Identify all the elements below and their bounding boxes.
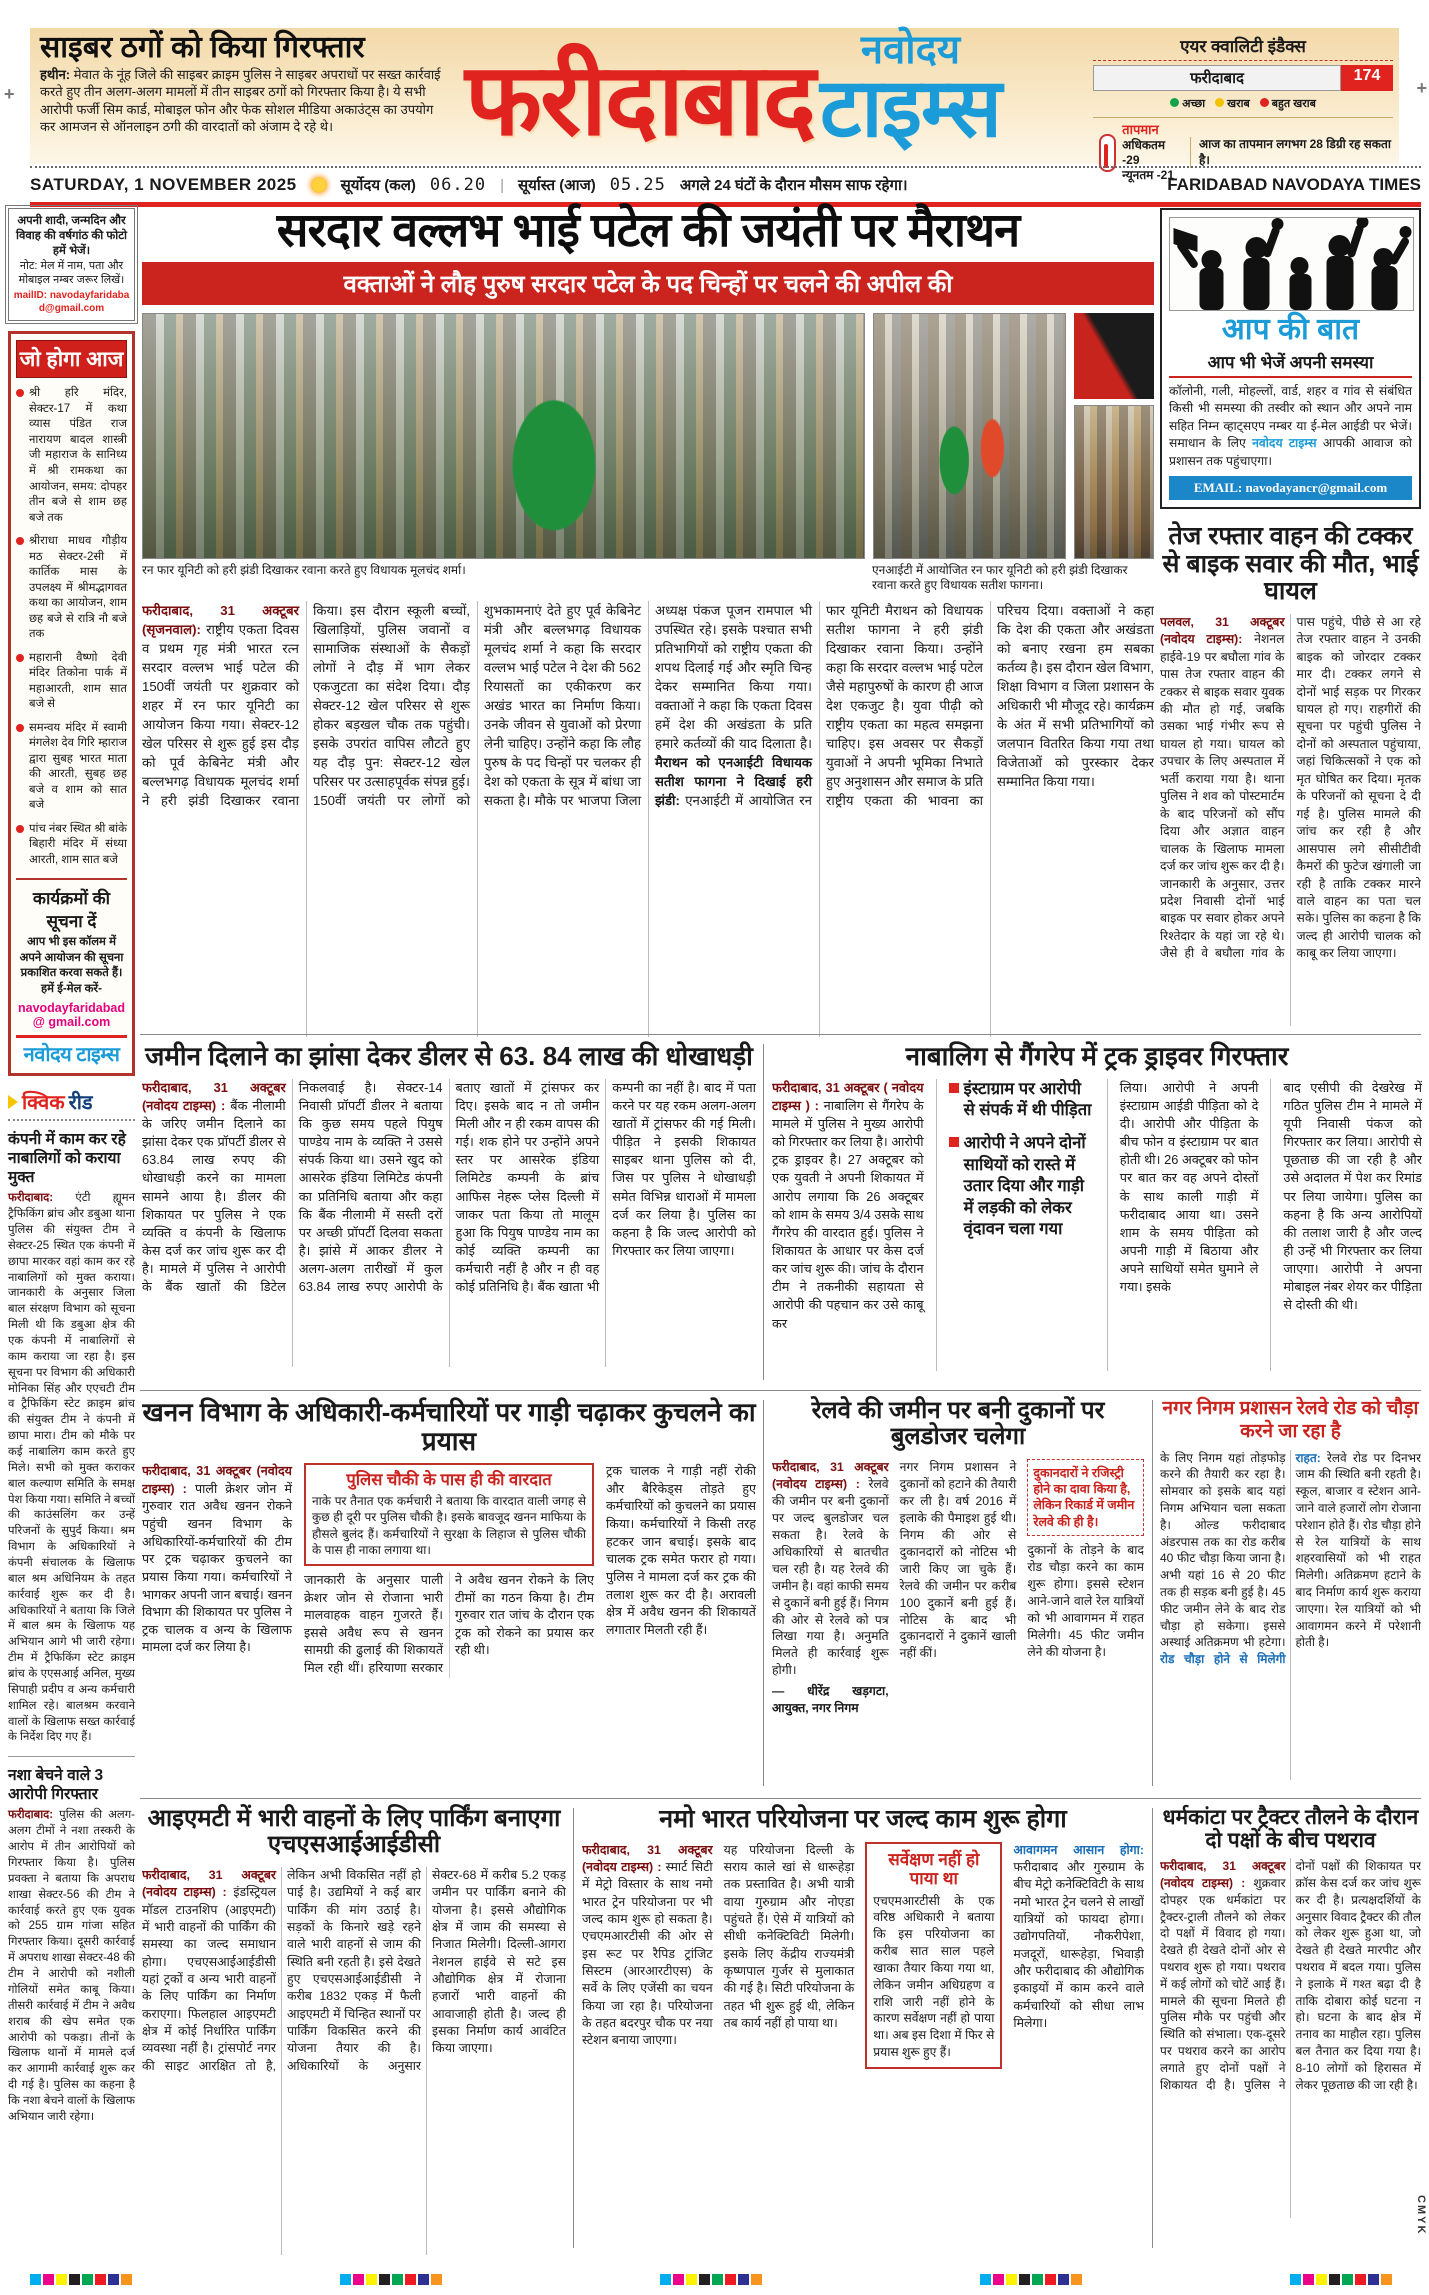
forecast-text: अगले 24 घंटों के दौरान मौसम साफ रहेगा। (679, 177, 908, 194)
aapki-baat-subtitle: आप भी भेजें अपनी समस्या (1169, 350, 1412, 378)
aqi-legend-very-bad: बहुत खराब (1260, 96, 1316, 111)
article-bike-accident (1160, 523, 1421, 1026)
aqi-legend-good: अच्छा (1170, 96, 1205, 111)
gangrape-col4: बाद एसीपी की देखरेख में गठित पुलिस टीम ने मामले में यूपी निवासी पंकज को गिरफ्तार कर लिया। आरोपी से पूछताछ की जा रही है और उसे अदालत में पेश कर रिमांड पर लिया जायेगा। पुलिस का कहना है कि अन्य आरोपियों की तलाश जारी है और जल्द ही उन्हें भी गिरफ्तार कर लिया जाएगा। आरोपी ने अपना मोबाइल नंबर शेयर कर पीड़िता से दोस्ती की थी। (1270, 1079, 1422, 1371)
quick-read-header: क्विक रीड (8, 1088, 135, 1121)
quote-attribution: — धीरेंद्र खड़गटा, आयुक्त, नगर निगम (772, 1684, 889, 1716)
event-item: श्रीराधा माधव गौड़ीय मठ सेक्टर-2सी में कार्तिक मास के उपलक्ष्य में श्रीमद्भागवत कथा का आयोजन, शाम छह बजे से रात्रि नौ बजे तक (16, 534, 127, 643)
divider (763, 1400, 764, 1786)
sunrise-label: सूर्योदय (कल) (340, 177, 416, 194)
temp-min: न्यूनतम -21 (1122, 168, 1175, 183)
photo-invite-line1: अपनी शादी, जन्मदिन और विवाह की वर्षगांठ की फोटो हमें भेजें। (15, 215, 128, 257)
masthead-band (30, 28, 1399, 183)
article-imt-parking (142, 1806, 566, 2255)
edition-name: FARIDABAD NAVODAYA TIMES (1167, 175, 1421, 194)
masthead-city: फरीदाबाद (465, 43, 814, 156)
lead-headline: सरदार वल्लभ भाई पटेल की जयंती पर मैराथन (276, 203, 1020, 256)
mining-middle (304, 1463, 594, 1763)
crop-mark-right: + (1416, 78, 1427, 98)
railway-col3: दुकानदारों ने रजिस्ट्री होने का दावा किया है, लेकिन रिकार्ड में जमीन रेलवे की ही है। दुकानों के तोड़ने के बाद रोड चौड़ा करने का काम शुरू होगा। इससे स्टेशन आने-जाने वाले रेल यात्रियों को भी आवागमन में राहत मिलेगी। 45 फीट जमीन लेने की योजना है। (1027, 1459, 1144, 1759)
sidebar-brand-logo: नवोदय टाइम्स (16, 1035, 127, 1067)
photo-invite-box (8, 208, 135, 321)
gangrape-col3: लिया। आरोपी ने अपनी इंस्टाग्राम आईडी पीड़िता को दे दी। आरोपी और पीड़िता के बीच फोन व इंस्टाग्राम पर बात होती थी। 26 अक्टूबर को फोन पर बात कर वह अपने दोस्तों के साथ काली गाड़ी में फरीदाबाद आया था। उसने शाम के समय पीड़िता को अपनी गाड़ी में बिठाया और अपने साथियों समेत घुमाने ले गया। इसके (1107, 1079, 1259, 1371)
color-registration-bar (340, 2274, 442, 2285)
divider (8, 1756, 135, 1757)
mining-box-title: पुलिस चौकी के पास ही की वारदात (346, 1471, 552, 1490)
photo-invite-mail: mailID: navodayfaridabad@gmail.com (13, 290, 130, 315)
photo-invite-line2: नोट: मेल में नाम, पता और मोबाइल नम्बर जरूर लिखें। (18, 259, 125, 287)
aapki-baat-box (1160, 208, 1421, 509)
namo-crosshead: आवागमन आसान होगा: (1013, 1842, 1144, 1857)
bike-headline: तेज रफ्तार वाहन की टक्कर से बाइक सवार की मौत, भाई घायल (1162, 522, 1419, 606)
article-gangrape-arrest (772, 1042, 1422, 1371)
dharamkanta-headline: धर्मकांटा पर ट्रैक्टर तौलने के दौरान दो पक्षों के बीच पथराव (1162, 1806, 1419, 1853)
red-dot-icon (1260, 98, 1269, 107)
bike-body: पलवल, 31 अक्टूबर (नवोदय टाइम्स): नेशनल हाईवे-19 पर बघौला गांव के पास तेज रफ्तार वाहन की टक्कर से बाइक सवार युवक की मौत हो गई, जबकि उसका भाई गंभीर रूप से घायल हो गया। घायल को उपचार के लिए अस्पताल में भर्ती कराया गया है। थाना पुलिस ने शव को पोस्टमार्टम के बाद परिजनों को सौंप दिया और अज्ञात वाहन चालक के खिलाफ मामला दर्ज कर जांच शुरू कर दी है। जानकारी के अनुसार, उत्तर प्रदेश निवासी दोनों भाई बाइक पर सवार होकर अपने रिश्तेदार के यहां जा रहे थे। जैसे ही वे बघौला गांव के पास पहुंचे, पीछे से आ रहे तेज रफ्तार वाहन ने उनकी बाइक को जोरदार टक्कर मार दी। टक्कर लगने से दोनों भाई सड़क पर गिरकर घायल हो गए। राहगीरों की सूचना पर पहुंची पुलिस ने दोनों को अस्पताल पहुंचाया, जहां चिकित्सकों ने एक को मृत घोषित कर दिया। मृतक के परिजनों को सूचना दे दी गई है। पुलिस मामले की जांच कर रही है और आसपास लगे सीसीटीवी कैमरों की फुटेज खंगाली जा रही है ताकि टक्कर मारने वाले वाहन का पता चल सके। पुलिस का कहना है कि जल्द ही आरोपी चालक को काबू कर लिया जाएगा। (1160, 614, 1421, 961)
drugs-headline: नशा बेचने वाले 3 आरोपी गिरफ्तार (8, 1767, 104, 1803)
nigam-headline: नगर निगम प्रशासन रेलवे रोड को चौड़ा करने जा रहा है (1162, 1398, 1419, 1442)
aapki-baat-title: आप की बात (1221, 313, 1360, 346)
highlight-point: आरोपी ने अपने दोनों साथियों को रास्ते में उतार दिया और गाड़ी में लड़की को लेकर वृंदावन चला गया (949, 1133, 1095, 1240)
sunrise-time: 06.20 (429, 175, 487, 195)
aqi-value: 174 (1341, 65, 1393, 91)
article-namo-bharat (582, 1806, 1144, 2234)
event-item: पांच नंबर स्थित श्री बांके बिहारी मंदिर में संध्या आरती, शाम सात बजे (16, 822, 127, 869)
marathon-photo-main (142, 313, 865, 559)
article-minors-freed (8, 1131, 135, 1746)
lead-crosshead: मैराथन को एनआईटी विधायक सतीश फागना ने दिखाई हरी झंडी: (655, 754, 812, 808)
photo-caption-2: एनआईटी में आयोजित रन फार यूनिटी को हरी झंडी दिखाकर रवाना करते हुए विधायक सतीश फागना। (872, 562, 1128, 592)
aqi-legend-bad: खराब (1215, 96, 1250, 111)
temp-title: तापमान (1122, 122, 1159, 137)
marathon-photo-tall (1074, 405, 1154, 559)
divider (763, 1044, 764, 1380)
sun-icon (311, 177, 327, 193)
namo-box-wrap (865, 1842, 1002, 2234)
aqi-city: फरीदाबाद (1093, 65, 1341, 91)
notice-email: navodayfaridabad@ gmail.com (18, 1001, 125, 1030)
aqi-title: एयर क्वालिटी इंडैक्स (1093, 34, 1393, 61)
aapki-baat-email: EMAIL: navodayancr@gmail.com (1169, 476, 1412, 500)
notice-title: कार्यक्रमों की सूचना दें (16, 878, 127, 932)
today-events-box (8, 331, 135, 1076)
namo-col4: आवागमन आसान होगा: फरीदाबाद और गुरुग्राम के बीच मेट्रो कनेक्टिविटी के साथ नमो भारत ट्रेन चलने से लाखों यात्रियों को फायदा होगा। उद्योगपतियों, नौकरीपेशा, मजदूरों, धारूहेड़ा, भिवाड़ी और फरीदाबाद की औद्योगिक इकाइयों में काम करने वाले कर्मचारियों को सीधा लाभ मिलेगा। (1013, 1842, 1144, 2031)
fraud-headline: जमीन दिलाने का झांसा देकर डीलर से 63. 84 लाख की धोखाधड़ी (145, 1041, 753, 1071)
highlight-point: इंस्टाग्राम पर आरोपी से संपर्क में थी पीड़िता (949, 1079, 1095, 1122)
gangrape-highlights (936, 1079, 1095, 1371)
sunset-label: सूर्यास्त (आज) (517, 177, 596, 194)
crop-mark-left: + (4, 84, 15, 104)
divider (140, 1034, 1421, 1035)
temp-note: आज का तापमान लगभग 28 डिग्री रह सकता है। (1190, 137, 1393, 168)
cmyk-label: CMYK (1415, 2194, 1427, 2235)
event-item: समन्वय मंदिर में स्वामी मंगलेश देव गिरि म्हाराज द्वारा सुबह भारत माता की आरती, सुबह छह बजे व शाम को सात बजे (16, 721, 127, 814)
temp-max: अधिकतम -29 (1122, 138, 1166, 168)
sunset-time: 05.25 (609, 175, 666, 195)
mining-col1: फरीदाबाद, 31 अक्टूबर (नवोदय टाइम्स) : पाली क्रेशर जोन में गुरुवार रात अवैध खनन रोकने पहुंची खनन विभाग के अधिकारियों-कर्मचारियों की टीम पर ट्रक चढ़ाकर कुचलने का प्रयास किया गया। कर्मचारियों ने भागकर अपनी जान बचाई। खनन विभाग की शिकायत पर पुलिस ने ट्रक चालक व अन्य के खिलाफ मामला दर्ज कर लिया है। (142, 1464, 292, 1655)
dharamkanta-body: फरीदाबाद, 31 अक्टूबर (नवोदय टाइम्स) : शुक्रवार दोपहर एक धर्मकांटा पर ट्रैक्टर-ट्राली तौलने को लेकर दो पक्षों में विवाद हो गया। देखते ही देखते दोनों ओर से पथराव शुरू हो गया। पथराव में कई लोगों को चोटें आई हैं। मामले की सूचना मिलते ही पुलिस मौके पर पहुंची और स्थिति को संभाला। एक-दूसरे पर पथराव करने का आरोप लगाते हुए दोनों पक्षों ने शिकायत दी है। पुलिस ने दोनों पक्षों की शिकायत पर क्रॉस केस दर्ज कर जांच शुरू कर दी है। प्रत्यक्षदर्शियों के अनुसार विवाद ट्रैक्टर की तौल को लेकर शुरू हुआ था, जो देखते ही देखते मारपीट और पथराव में बदल गया। पुलिस ने इलाके में गश्त बढ़ा दी है ताकि दोबारा कोई घटना न हो। घटना के बाद क्षेत्र में तनाव का माहौल रहा। पुलिस बल तैनात कर दिया गया है। 8-10 लोगों को हिरासत में लेकर पूछताछ की जा रही है। (1160, 1859, 1421, 2092)
photo-rail (1074, 313, 1154, 559)
protest-crowd-graphic (1169, 217, 1414, 311)
masthead-brand-top: नवोदय (860, 28, 961, 72)
namo-box-body: एचएमआरटीसी के एक वरिष्ठ अधिकारी ने बताया कि इस परियोजना का करीब सात साल पहले खाका तैयार किया गया था, लेकिन जमीन अधिग्रहण व राशि जारी नहीं होने के कारण सर्वेक्षण नहीं हो पाया था। अब इस दिशा में फिर से प्रयास शुरू हुए हैं। (873, 1893, 995, 2060)
divider (1152, 1400, 1153, 1786)
date-text: SATURDAY, 1 NOVEMBER 2025 (30, 175, 297, 194)
article-drug-arrests (8, 1767, 135, 2125)
lead-subhead-banner: वक्ताओं ने लौह पुरुष सरदार पटेल के पद चिन्हों पर चलने की अपील की (142, 262, 1154, 305)
lead-photos (142, 313, 1154, 559)
right-column (1160, 208, 1421, 1026)
namo-col2: यह परियोजना दिल्ली के सराय काले खां से धारूहेड़ा तक प्रस्तावित है। अभी यात्री वाया गुरुग्राम और नोएडा पहुंचते हैं। ऐसे में यात्रियों को सीधी कनेक्टिविटी मिलेगी। इसके लिए केंद्रीय राज्यमंत्री कृष्णपाल गुर्जर से मुलाकात की गई है। सिटी परियोजना के तहत भी शुरू हुई थी, लेकिन तब कार्य नहीं हो पाया था। (723, 1842, 855, 2031)
aapki-baat-body: कॉलोनी, गली, मोहल्लों, वार्ड, शहर व गांव से संबंधित किसी भी समस्या की तस्वीर को स्थान और अपने नाम सहित निम्न व्हाट्सएप नम्बर या ई-मेल आईडी पर भेजें। समाधान के लिए नवोदय टाइम्स आपकी आवाज को प्रशासन तक पहुंचाएगा। (1169, 384, 1412, 468)
lead-body: फरीदाबाद, 31 अक्टूबर (सृजनवाल): राष्ट्रीय एकता दिवस व प्रथम गृह मंत्री भारत रत्न सरदार वल्लभ भाई पटेल की 150वीं जयंती पर शुक्रवार को शहर में रन फार यूनिटी का आयोजन किया गया। सेक्टर-12 खेल परिसर से शुरू हुई इस दौड़ को पूर्व केबिनेट मंत्री और बल्लभगढ़ विधायक मूलचंद शर्मा ने हरी झंडी दिखाकर रवाना किया। इस दौरान स्कूली बच्चों, खिलाड़ियों, पुलिस जवानों व सामाजिक संस्थाओं के सैकड़ों लोगों ने दौड़ में भाग लेकर एकजुटता का संदेश दिया। दौड़ सेक्टर-12 खेल परिसर से शुरू होकर बड़खल चौक तक पहुंची। इसके उपरांत वापिस लौटते हुए यह दौड़ पुन: सेक्टर-12 खेल परिसर पर उत्साहपूर्वक संपन्न हुई। 150वीं जयंती पर लोगों को शुभकामनाएं देते हुए पूर्व केबिनेट मंत्री और बल्लभगढ़ विधायक मूलचंद शर्मा ने कहा कि सरदार वल्लभ भाई पटेल ने देश की 562 रियासतों का एकीकरण कर अखंड भारत का निर्माण किया। उनके जीवन से युवाओं को प्रेरणा लेनी चाहिए। उन्होंने कहा कि लौह पुरुष के पद चिन्हों पर चलकर ही देश को एकता के सूत्र में बांधा जा सकता है। मौके पर भाजपा जिला अध्यक्ष पंकज पूजन रामपाल भी उपस्थित रहे। इसके पश्चात सभी प्रतिभागियों को राष्ट्रीय एकता की शपथ दिलाई गई और स्मृति चिन्ह देकर सम्मानित किया गया। वक्ताओं ने कहा कि एकता दिवस हमें देश की अखंडता के प्रति हमारे कर्तव्यों की याद दिलाता है। मैराथन को एनआईटी विधायक सतीश फागना ने दिखाई हरी झंडी: एनआईटी में आयोजित रन फार यूनिटी मैराथन को विधायक सतीश फागना ने हरी झंडी दिखाकर रवाना किया। उन्होंने कहा कि सरदार वल्लभ भाई पटेल जैसे महापुरुषों के कारण ही आज देश एकजुट है। युवा पीढ़ी को राष्ट्रीय एकता का महत्व समझना चाहिए। इस अवसर पर सैकड़ों युवाओं ने अपनी भूमिका निभाते हुए अनुशासन और समाज के प्रति राष्ट्रीय एकता की भावना का परिचय दिया। वक्ताओं ने कहा कि देश की एकता और अखंडता को बनाए रखना हम सबका कर्तव्य है। इस दौरान खेल विभाग, शिक्षा विभाग व जिला प्रशासन के अधिकारी भी मौजूद रहे। कार्यक्रम के अंत में सभी प्रतिभागियों को जलपान वितरित किया गया तथा विजेताओं को पुरस्कार देकर सम्मानित किया गया। (142, 602, 1154, 808)
mining-headline: खनन विभाग के अधिकारी-कर्मचारियों पर गाड़ी चढ़ाकर कुचलने का प्रयास (142, 1397, 756, 1456)
mining-box-body: नाके पर तैनात एक कर्मचारी ने बताया कि वारदात वाली जगह से कुछ ही दूरी पर पुलिस चौकी है। इसके बावजूद खनन माफिया के हौसले बुलंद हैं। कर्मचारियों ने सुरक्षा के लिहाज से पुलिस चौकी के पास ही नाका लगाया था। (312, 1494, 586, 1557)
top-left-dateline: हथीन: (40, 66, 71, 82)
mining-box (304, 1463, 594, 1566)
color-registration-bar (1290, 2274, 1392, 2285)
article-mining-attack (142, 1398, 756, 1763)
notice-body: आप भी इस कॉलम में अपने आयोजन की सूचना प्रकाशित करवा सकते हैं। हमें ई-मेल करें- (19, 936, 124, 995)
top-left-body: हथीन: मेवात के नूंह जिले की साइबर क्राइम पुलिस ने साइबर अपराधों पर सख्त कार्रवाई करते हुए तीन अलग-अलग मामलों में तीन साइबर ठगों को गिरफ्तार किया है। ये सभी आरोपी फर्जी सिम कार्ड, मोबाइल फोन और फेक सोशल मीडिया अकाउंट्स का उपयोग कर आमजन से ऑनलाइन ठगी की वारदातों को अंजाम दे रहे थे। (40, 66, 441, 135)
brand-inline: नवोदय टाइम्स (1252, 436, 1317, 451)
lead-story (142, 203, 1154, 1037)
date-bar: SATURDAY, 1 NOVEMBER 2025 सूर्योदय (कल) 06.20 | सूर्यास्त (आज) 05.25 अगले 24 घंटों के दौरान मौसम साफ रहेगा। FARIDABAD NAVODAYA TIMES (30, 166, 1421, 207)
aqi-legend (1093, 96, 1393, 111)
aqi-box (1093, 34, 1393, 183)
yellow-dot-icon (1215, 98, 1224, 107)
article-dharamkanta-clash (1160, 1806, 1421, 2218)
color-registration-bar (30, 2274, 132, 2285)
marathon-photo-nit (873, 313, 1067, 559)
event-item: श्री हरि मंदिर, सेक्टर-17 में कथा व्यास पंडित राज नारायण बादल शास्त्री जी महाराज के सानिध्य में श्री रामकथा का आयोजन, समय: दोपहर तीन बजे से शाम छह बजे तक (16, 386, 127, 526)
namo-survey-box (865, 1842, 1002, 2069)
article-railway-bulldozer (772, 1398, 1144, 1759)
divider (573, 1808, 574, 2248)
namo-box-title: सर्वेक्षण नहीं हो पाया था (888, 1849, 980, 1889)
top-left-headline: साइबर ठगों को किया गिरफ्तार (40, 31, 365, 64)
masthead-logo (465, 28, 1125, 156)
left-sidebar (8, 208, 135, 2126)
drugs-body: फरीदाबाद: पुलिस की अलग-अलग टीमों ने नशा तस्करी के आरोप में तीन आरोपियों को गिरफ्तार किया है। पुलिस प्रवक्ता ने बताया कि अपराध शाखा सेक्टर-56 की टीम ने कार्रवाई करते हुए एक युवक को 255 ग्राम गांजा सहित गिरफ्तार किया। दूसरी कार्रवाई में अपराध शाखा सेक्टर-48 की टीम ने आरोपी को नशीली गोलियों समेत काबू किया। तीसरी कार्रवाई में टीम ने अवैध शराब की खेप समेत एक आरोपी को पकड़ा। तीनों के खिलाफ थानों में मामले दर्ज कर आगामी कार्रवाई शुरू कर दी गई है। पुलिस का कहना है कि नशा बेचने वालों के खिलाफ अभियान जारी रहेगा। (8, 1809, 135, 2123)
divider (140, 1390, 1421, 1391)
article-road-widening (1160, 1398, 1421, 1780)
photo-captions (142, 563, 1154, 593)
gangrape-col1: फरीदाबाद, 31 अक्टूबर ( नवोदय टाइम्स ) : नाबालिग से गैंगरेप के मामले में पुलिस ने मुख्य आरोपी को गिरफ्तार कर लिया है। आरोपी ट्रक ड्राइवर है। 27 अक्टूबर को एक युवती ने अपनी शिकायत में आरोप लगाया कि 26 अक्टूबर को शाम के समय 3/4 उसके साथ गैंगरेप की वारदात हुई। पुलिस ने शिकायत के आधार पर केस दर्ज कर जांच शुरू की। जांच के दौरान टीम ने तकनीकी सहायता से आरोपी की पहचान कर उसे काबू कर (772, 1079, 924, 1331)
red-black-flag-graphic (1074, 313, 1154, 399)
article-land-fraud (142, 1042, 756, 1367)
mining-col4: ट्रक चालक ने गाड़ी नहीं रोकी और बैरिकेड्स तोड़ते हुए कर्मचारियों को कुचलने का प्रयास किया। कर्मचारियों ने किसी तरह हटकर जान बचाई। इसके बाद चालक ट्रक समेत फरार हो गया। पुलिस ने मामला दर्ज कर ट्रक की तलाश शुरू कर दी है। अरावली क्षेत्र में अवैध खनन की शिकायतें लगातार मिलती रही हैं। (606, 1464, 756, 1637)
top-left-story (40, 32, 448, 136)
masthead-brand-bottom: टाइम्स (820, 63, 1001, 154)
event-item: महारानी वैष्णो देवी मंदिर तिकोना पार्क में महाआरती, शाम सात बजे से (16, 651, 127, 713)
railway-headline: रेलवे की जमीन पर बनी दुकानों पर बुलडोजर चलेगा (811, 1397, 1105, 1451)
railway-col1: फरीदाबाद, 31 अक्टूबर (नवोदय टाइम्स) : रेलवे की जमीन पर बनी दुकानों पर जल्द बुलडोजर चल सकता है। रेलवे के अधिकारियों से बातचीत चल रही है। यह रेलवे की जमीन है। वहां काफी समय से दुकानें बनी हुई हैं। निगम की ओर से रेलवे को पत्र लिखा गया है। अनुमति मिलते ही कार्रवाई शुरू होगी। — धीरेंद्र खड़गटा, आयुक्त, नगर निगम (772, 1459, 889, 1716)
nigam-crosshead: रोड चौड़ा होने से मिलेगी राहत: (1160, 1450, 1321, 1667)
color-registration-bar (660, 2274, 762, 2285)
divider (140, 1798, 1421, 1799)
gangrape-headline: नाबालिग से गैंगरेप में ट्रक ड्राइवर गिरफ्तार (905, 1041, 1289, 1071)
divider (1152, 1808, 1153, 2248)
color-registration-bar (980, 2274, 1082, 2285)
mining-mid-body: जानकारी के अनुसार पाली क्रेशर जोन से रोजाना भारी मालवाहक वाहन गुजरते हैं। इससे अवैध रूप से खनन सामग्री की ढुलाई की शिकायतें मिल रही थीं। हरियाणा सरकार ने अवैध खनन रोकने के लिए टीमों का गठन किया है। टीम गुरुवार रात जांच के दौरान एक ट्रक को रोकने का प्रयास कर रही थी। (304, 1572, 594, 1676)
imt-headline: आइएमटी में भारी वाहनों के लिए पार्किंग बनाएगा एचएसआईआईडीसी (147, 1805, 561, 1859)
green-dot-icon (1170, 98, 1179, 107)
imt-body: फरीदाबाद, 31 अक्टूबर (नवोदय टाइम्स) : इंडस्ट्रियल मॉडल टाउनशिप (आइएमटी) में भारी वाहनों की पार्किंग की समस्या का जल्द समाधान होगा। एचएसआईआईडीसी यहां ट्रकों व अन्य भारी वाहनों के लिए पार्किंग का निर्माण कराएगा। फिलहाल आइएमटी क्षेत्र में कोई निर्धारित पार्किंग व्यवस्था नहीं है। ट्रांसपोर्ट नगर की साइट आरक्षित तो है, लेकिन अभी विकसित नहीं हो पाई है। उद्यमियों ने कई बार पार्किंग की मांग उठाई है। सड़कों के किनारे खड़े रहने वाले भारी वाहनों से जाम की स्थिति बनी रहती है। इसे देखते हुए एचएसआईआईडीसी ने करीब 1832 एकड़ में फैली आइएमटी में चिन्हित स्थानों पर पार्किंग विकसित करने की योजना तैयार की है। अधिकारियों के अनुसार सेक्टर-68 में करीब 5.2 एकड़ जमीन पर पार्किंग बनाने की योजना है। इससे औद्योगिक क्षेत्र में जाम की समस्या से निजात मिलेगी। दिल्ली-आगरा नेशनल हाईवे से सटे इस औद्योगिक क्षेत्र में रोजाना हजारों भारी वाहनों की आवाजाही होती है। जल्द ही इसका निर्माण कार्य आवंटित किया जाएगा। (142, 1867, 566, 2073)
photo-caption-1: रन फार यूनिटी को हरी झंडी दिखाकर रवाना करते हुए विधायक मूलचंद शर्मा। (142, 562, 466, 577)
fraud-body: फरीदाबाद, 31 अक्टूबर (नवोदय टाइम्स) : बैंक नीलामी के जरिए जमीन दिलाने का झांसा देकर एक प्रॉपर्टी डीलर से 63.84 लाख रुपए की धोखाधड़ी करने का मामला सामने आया है। डीलर की शिकायत पर पुलिस ने एक व्यक्ति व कंपनी के खिलाफ केस दर्ज कर जांच शुरू कर दी है। मामले में पुलिस ने आरोपी के बैंक खातों की डिटेल निकलवाई है। सेक्टर-14 निवासी प्रॉपर्टी डीलर ने बताया कि कुछ समय पहले पियुष पाण्डेय नाम के व्यक्ति ने उससे संपर्क किया था। उसने खुद को आसरेक इंडिया लिमिटेड कंपनी का प्रतिनिधि बताया और कहा कि बैंक नीलामी में सस्ती दरों पर अच्छी प्रॉपर्टी दिलवा सकता है। झांसे में आकर डीलर ने अलग-अलग तारीखों में कुल 63.84 लाख रुपए आरोपी के बताए खातों में ट्रांसफर कर दिए। इसके बाद न तो जमीन मिली और न ही रकम वापस की गई। शक होने पर उन्होंने अपने स्तर पर आसरेक इंडिया लिमिटेड कम्पनी के ब्रांच आफिस नेहरू प्लेस दिल्ली में जाकर पता किया तो मालूम हुआ कि पियुष पाण्डेय नाम का कोई व्यक्ति कम्पनी का कर्मचारी नहीं है और न ही वह कोई प्रतिनिधि है। बैंक खाता भी कम्पनी का नहीं है। बाद में पता करने पर यह रकम अलग-अलग खातों में ट्रांसफर की गई मिली। पीड़ित ने इसकी शिकायत साइबर थाना पुलिस को दी, जिस पर पुलिस ने धोखाधड़ी समेत विभिन्न धाराओं में मामला दर्ज कर लिया है। पुलिस का कहना है कि जल्द आरोपी को गिरफ्तार कर लिया जाएगा। (142, 1079, 756, 1295)
nigam-body: के लिए निगम यहां तोड़फोड़ करने की तैयारी कर रहा है। सोमवार को इसके बाद यहां निगम अभियान चला सकता है। ओल्ड फरीदाबाद अंडरपास तक का रोड करीब 40 फीट चौड़ा किया जाना है। अभी यहां 16 से 20 फीट तक ही सड़क बनी हुई है। 45 फीट जमीन लेने के बाद रोड चौड़ा हो सकेगा। इससे अस्थाई अतिक्रमण भी हटेगा। रोड चौड़ा होने से मिलेगी राहत: रेलवे रोड पर दिनभर जाम की स्थिति बनी रहती है। स्कूल, बाजार व स्टेशन आने-जाने वाले हजारों लोग रोजाना परेशान होते हैं। रोड चौड़ा होने से रेल यात्रियों के साथ शहरवासियों को भी राहत मिलेगी। अतिक्रमण हटाने के बाद निर्माण कार्य शुरू कराया जाएगा। रेल यात्रियों को भी आवागमन करने में परेशानी होती है। (1160, 1450, 1421, 1667)
namo-col1: फरीदाबाद, 31 अक्टूबर (नवोदय टाइम्स) : स्मार्ट सिटी में मेट्रो विस्तार के साथ नमो भारत ट्रेन परियोजना पर भी जल्द काम शुरू हो सकता है। एचएमआरटीसी की ओर से इस रूट पर रैपिड ट्रांजिट सिस्टम (आरआरटीएस) के सर्वे के लिए एजेंसी का चयन किया जा रहा है। परियोजना के तहत बदरपुर चौक पर नया स्टेशन बनाया जाएगा। (582, 1842, 713, 2048)
railway-col2: नगर निगम प्रशासन ने दुकानों को हटाने की तैयारी कर ली है। वर्ष 2016 में इलाके की पैमाइश हुई थी। निगम की ओर से दुकानदारों को नोटिस भी जारी किए जा चुके हैं। रेलवे की जमीन पर करीब 100 दुकानें बनी हुई हैं। नोटिस के बाद भी दुकानदारों ने दुकानें खाली नहीं कीं। (899, 1459, 1017, 1661)
namo-headline: नमो भारत परियोजना पर जल्द काम शुरू होगा (659, 1805, 1067, 1833)
today-events-title: जो होगा आज (16, 340, 127, 378)
minors-body: फरीदाबाद: एंटी ह्यूमन ट्रैफिकिंग ब्रांच और डबुआ थाना पुलिस की संयुक्त टीम ने सेक्टर-25 स्थित एक कंपनी में छापा मारकर वहां काम कर रहे नाबालिगों को मुक्त कराया। जानकारी के अनुसार जिला बाल संरक्षण विभाग को सूचना मिली थी कि डबुआ क्षेत्र की एक कंपनी में नाबालिगों से काम कराया जा रहा है। इस सूचना पर विभाग की अधिकारी मोनिका सिंह और एएचटी टीम व ट्रैफिकिंग स्टेट क्राइम ब्रांच की संयुक्त टीम ने कंपनी में छापा मारा। टीम को मौके पर कई नाबालिग काम करते हुए मिले। सभी को मुक्त कराकर बाल कल्याण समिति के समक्ष पेश किया गया। समिति ने बच्चों की काउंसलिंग कर उन्हें परिजनों के सुपुर्द किया। श्रम विभाग के अधिकारियों ने कंपनी संचालक के खिलाफ बाल श्रम अधिनियम के तहत कार्रवाई शुरू कर दी है। अधिकारियों ने बताया कि जिले में बाल श्रम के खिलाफ यह अभियान आगे भी जारी रहेगा। टीम में ट्रैफिकिंग स्टेट क्राइम ब्रांच के एएसआई अनिल, मुख्य सिपाही प्रदीप व अन्य कर्मचारी शामिल रहे। बालश्रम करवाने वालों के खिलाफ सख्त कार्रवाई के निर्देश दिए गए हैं। (8, 1192, 135, 1744)
minors-headline: कंपनी में काम कर रहे नाबालिगों को कराया मुक्त (8, 1131, 126, 1186)
arrow-icon (8, 1095, 18, 1109)
railway-claim-box: दुकानदारों ने रजिस्ट्री होने का दावा किया है, लेकिन रिकार्ड में जमीन रेलवे की ही है। (1027, 1459, 1144, 1536)
